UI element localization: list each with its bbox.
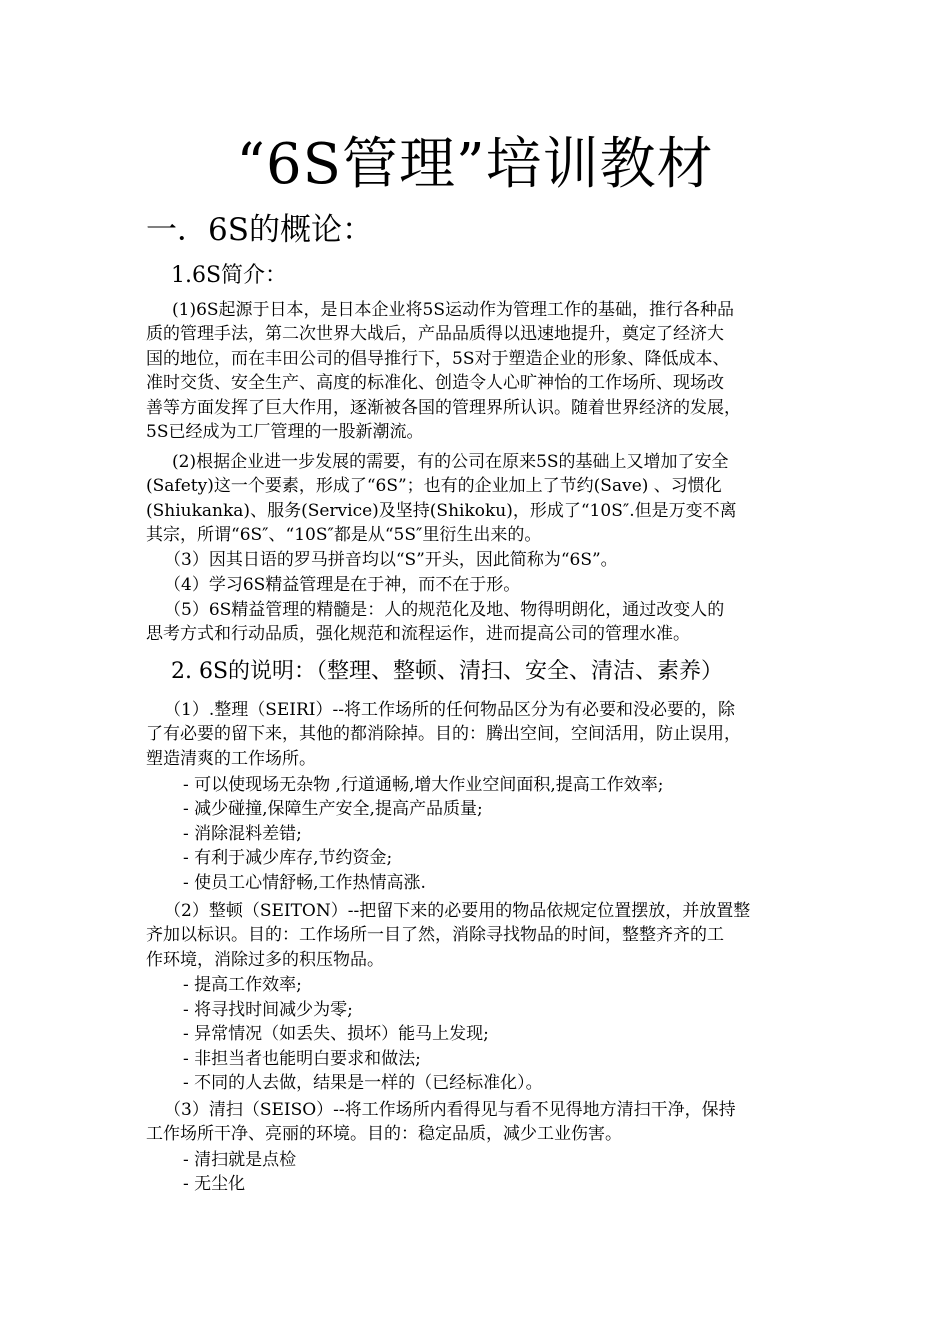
text-line: （5）6S精益管理的精髓是：人的规范化及地、物得明朗化，通过改变人的 — [164, 600, 725, 620]
text-line: （3）清扫（SEISO）--将工作场所内看得见与看不见得地方清扫干净，保持 — [164, 1100, 736, 1120]
text-line: (Safety)这一个要素，形成了“6S”；也有的企业加上了节约(Save) 、习惯化 — [146, 476, 722, 497]
list-item: - 清扫就是点检 — [183, 1150, 297, 1170]
list-item: - 有利于减少库存,节约资金; — [183, 848, 393, 868]
text-line: 塑造清爽的工作场所。 — [146, 748, 316, 769]
text-line: 国的地位，而在丰田公司的倡导推行下，5S对于塑造企业的形象、降低成本、 — [146, 348, 730, 369]
paragraph-intro-4 — [146, 573, 812, 597]
list-item: - 提高工作效率; — [183, 975, 302, 995]
text-line: 其宗，所谓“6S″、“10S″都是从“5S″里衍生出来的。 — [146, 525, 542, 546]
text-line: 了有必要的留下来，其他的都消除掉。目的：腾出空间，空间活用，防止误用， — [146, 724, 741, 745]
list-item: - 消除混料差错; — [183, 824, 302, 844]
paragraph-intro-1 — [146, 298, 812, 444]
text-line: （3）因其日语的罗马拼音均以“S”开头，因此简称为“6S”。 — [164, 550, 618, 570]
paragraph-intro-5 — [146, 598, 812, 647]
text-line: 齐加以标识。目的：工作场所一目了然，消除寻找物品的时间，整整齐齐的工 — [146, 925, 724, 946]
paragraph-intro-2 — [146, 450, 812, 548]
paragraph-seiton — [146, 899, 812, 972]
list-item: - 异常情况（如丢失、损坏）能马上发现; — [183, 1024, 489, 1044]
text-line: 作环境，消除过多的积压物品。 — [146, 949, 384, 970]
document-title: “6S管理”培训教材 — [236, 132, 714, 197]
text-line: （2）整顿（SEITON）--把留下来的必要用的物品依规定位置摆放，并放置整 — [164, 901, 751, 921]
section-heading-explanation: 2. 6S的说明：（整理、整顿、清扫、安全、清洁、素养） — [171, 659, 724, 684]
list-item: - 将寻找时间减少为零; — [183, 1000, 353, 1020]
paragraph-intro-3 — [146, 548, 812, 572]
text-line: (2)根据企业进一步发展的需要，有的公司在原来5S的基础上又增加了安全 — [172, 452, 729, 472]
text-line: 5S已经成为工厂管理的一股新潮流。 — [146, 422, 424, 443]
list-item: - 可以使现场无杂物 ,行道通畅,增大作业空间面积,提高工作效率; — [183, 775, 664, 795]
list-item: - 不同的人去做，结果是一样的（已经标准化）。 — [183, 1073, 543, 1093]
list-item: - 无尘化 — [183, 1174, 246, 1194]
text-line: 思考方式和行动品质，强化规范和流程运作，进而提高公司的管理水准。 — [146, 624, 690, 645]
text-line: (1)6S起源于日本，是日本企业将5S运动作为管理工作的基础，推行各种品 — [172, 300, 735, 320]
text-line: （1）.整理（SEIRI）--将工作场所的任何物品区分为有必要和没必要的，除 — [164, 700, 735, 720]
text-line: （4）学习6S精益管理是在于神，而不在于形。 — [164, 575, 521, 595]
section-heading-overview: 一．6S的概论： — [146, 212, 373, 248]
subheading-intro: 1.6S简介： — [171, 263, 288, 288]
list-item: - 减少碰撞,保障生产安全,提高产品质量; — [183, 799, 483, 819]
text-line: 工作场所干净、亮丽的环境。目的：稳定品质，减少工业伤害。 — [146, 1124, 622, 1145]
paragraph-seiri — [146, 698, 812, 771]
list-item: - 非担当者也能明白要求和做法; — [183, 1049, 421, 1069]
text-line: (Shiukanka)、服务(Service)及坚持(Shikoku)，形成了“10S″.但是万变不离 — [146, 500, 737, 521]
text-line: 善等方面发挥了巨大作用，逐渐被各国的管理界所认识。随着世界经济的发展， — [146, 397, 741, 418]
list-item: - 使员工心情舒畅,工作热情高涨. — [183, 873, 426, 893]
paragraph-seiso — [146, 1098, 812, 1147]
text-line: 准时交货、安全生产、高度的标准化、创造令人心旷神怡的工作场所、现场改 — [146, 373, 724, 394]
text-line: 质的管理手法，第二次世界大战后，产品品质得以迅速地提升，奠定了经济大 — [146, 324, 724, 345]
